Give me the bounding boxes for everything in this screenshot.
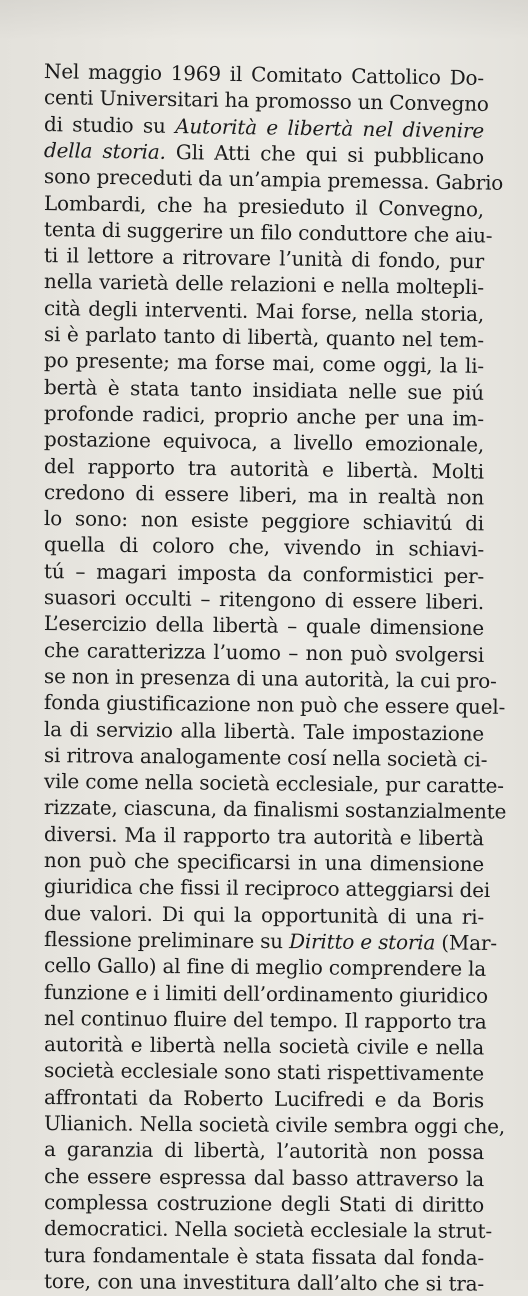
- text-segment: lo sono: non esiste peggiore schiavitú di: [43, 506, 485, 536]
- text-segment: diversi. Ma il rapporto tra autorità e libertà: [43, 821, 485, 850]
- italic-title-text: Autorità e libertà nel divenire: [175, 113, 485, 143]
- text-line: [43, 873, 491, 903]
- text-segment: suasori occulti – ritengono di essere liberi.: [43, 585, 485, 615]
- text-segment: fonda giustificazione non può che essere quel-: [43, 690, 506, 720]
- italic-title-text: della storia.: [43, 137, 166, 164]
- text-line: [44, 1268, 484, 1296]
- text-segment: nel continuo fluire del tempo. Il rapporto tra: [43, 1005, 487, 1034]
- text-segment: Gli Atti che qui si pubblicano: [165, 139, 485, 169]
- text-segment: affrontati da Roberto Lucifredi e da Boris: [43, 1084, 485, 1113]
- text-segment: L’esercizio della libertà – quale dimensione: [43, 611, 485, 641]
- text-line: [44, 1163, 484, 1192]
- text-line: [44, 1189, 484, 1218]
- text-line: [43, 689, 506, 720]
- italic-title-text: Diritto e storia: [288, 929, 436, 955]
- text-segment: sono preceduti da un’ampia premessa. Gabrio: [43, 164, 504, 196]
- text-line: [43, 1005, 487, 1035]
- text-segment: che essere espressa dal basso attraverso la: [43, 1163, 485, 1191]
- text-segment: nella varietà delle relazioni e nella moltepli-: [43, 269, 485, 300]
- text-segment: di studio su: [43, 111, 176, 138]
- text-line: [44, 821, 484, 851]
- text-segment: cità degli interventi. Mai forse, nella storia,: [43, 295, 485, 326]
- text-segment: tenta di suggerire un filo conduttore che aiu-: [43, 216, 493, 248]
- text-segment: po presente; ma forse mai, come oggi, la li-: [43, 348, 485, 379]
- text-line: [44, 900, 484, 930]
- text-line: [43, 926, 497, 956]
- text-segment: società ecclesiale sono stati rispettivamente: [43, 1058, 485, 1086]
- text-line: [44, 1057, 484, 1086]
- text-segment: rizzate, ciascuna, da finalismi sostanzialmente: [43, 795, 507, 824]
- text-segment: autorità e libertà nella società civile e nella: [43, 1032, 485, 1060]
- text-segment: tú – magari imposta da conformistici per-: [43, 558, 485, 588]
- text-segment: Nel maggio 1969 il Comitato Cattolico Do-: [43, 59, 485, 90]
- text-segment: tore, con una investitura dall’alto che si tra-: [43, 1268, 485, 1296]
- text-segment: si è parlato tanto di libertà, quanto nel tem-: [43, 322, 485, 352]
- text-segment: vile come nella società ecclesiale, pur caratte-: [43, 769, 504, 798]
- text-segment: non può che specificarsi in una dimensione: [43, 848, 485, 877]
- text-line: [44, 610, 484, 641]
- text-segment: bertà è stata tanto insidiata nelle sue piú: [43, 374, 485, 405]
- text-segment: a garanzia di libertà, l’autorità non possa: [43, 1137, 485, 1165]
- text-line: [44, 1136, 484, 1165]
- text-segment: profonde radici, proprio anche per una im-: [43, 400, 485, 431]
- text-segment: se non in presenza di una autorità, la cui pro-: [43, 663, 497, 693]
- text-segment: due valori. Di qui la opportunità di una ri-: [43, 900, 485, 929]
- text-line: [43, 794, 507, 824]
- page-shadow: [0, 0, 528, 40]
- text-segment: complessa costruzione degli Stati di diritto: [43, 1189, 485, 1217]
- text-segment: Ulianich. Nella società civile sembra oggi che,: [43, 1111, 506, 1139]
- text-segment: cello Gallo) al fine di meglio comprendere la: [43, 953, 487, 981]
- text-segment: ti il lettore a ritrovare l’unità di fondo, pur: [43, 243, 485, 274]
- text-line: [44, 1031, 484, 1061]
- text-segment: che caratterizza l’uomo – non può svolgersi: [43, 637, 485, 667]
- text-segment: centi Universitari ha promosso un Convegno: [43, 85, 489, 117]
- text-segment: tura fondamentale è stata fissata dal fonda-: [43, 1242, 485, 1270]
- text-segment: flessione preliminare su: [43, 926, 290, 954]
- text-line: [43, 979, 488, 1009]
- text-line: [43, 1215, 493, 1244]
- text-segment: funzione e i limiti dell’ordinamento giuridico: [43, 979, 488, 1008]
- text-segment: Lombardi, che ha presieduto il Convegno,: [43, 190, 485, 221]
- text-line: [44, 1242, 484, 1271]
- text-segment: quella di coloro che, vivendo in schiavi-: [43, 532, 485, 562]
- text-segment: credono di essere liberi, ma in realtà non: [43, 479, 485, 510]
- text-segment: (Mar-: [435, 930, 497, 955]
- text-segment: democratici. Nella società ecclesiale la strut-: [43, 1216, 493, 1244]
- text-segment: si ritrova analogamente cosí nella società ci-: [43, 742, 488, 772]
- text-line: [44, 1084, 484, 1113]
- text-line: [44, 716, 484, 747]
- text-segment: giuridica che fissi il reciproco atteggiarsi dei: [43, 874, 491, 903]
- text-line: [43, 952, 487, 982]
- text-segment: del rapporto tra autorità e libertà. Molti: [43, 453, 485, 484]
- text-segment: postazione equivoca, a livello emozionale,: [43, 427, 485, 457]
- text-line: [43, 1110, 506, 1139]
- text-segment: la di servizio alla libertà. Tale impostazione: [43, 716, 485, 746]
